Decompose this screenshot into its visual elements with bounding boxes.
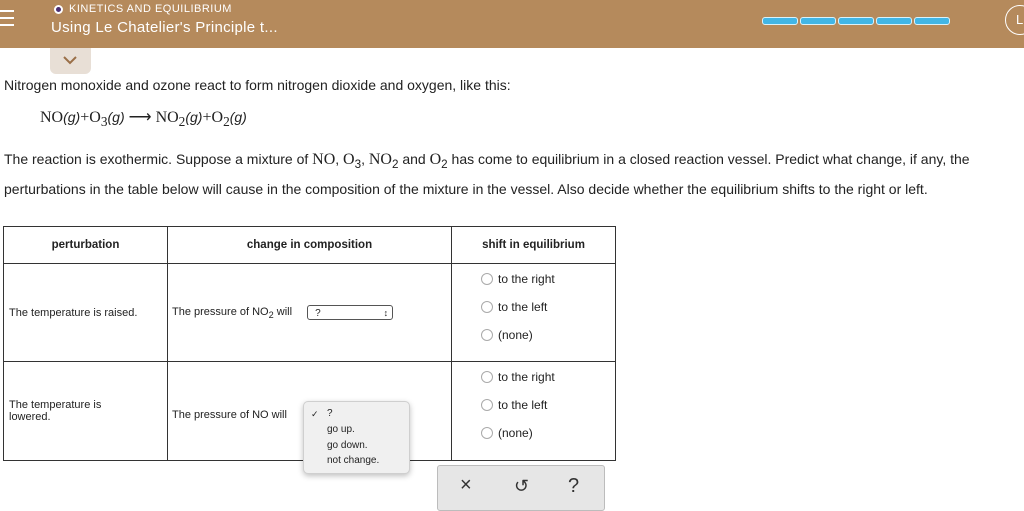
dropdown-option[interactable]: ? <box>327 408 333 419</box>
subscript: 2 <box>223 114 230 130</box>
change-text <box>172 306 293 321</box>
select-arrows-icon: ↕ <box>383 307 389 318</box>
radio-icon[interactable] <box>481 399 493 411</box>
shift-cell <box>452 362 616 461</box>
progress-segment <box>800 17 836 25</box>
subscript: 2 <box>441 157 448 171</box>
topic-row <box>54 3 232 15</box>
progress-segment <box>914 17 950 25</box>
radio-icon[interactable] <box>481 301 493 313</box>
radio-icon[interactable] <box>481 273 493 285</box>
menu-icon[interactable] <box>0 10 16 30</box>
species: NO <box>312 151 336 168</box>
subscript: 2 <box>268 310 274 321</box>
perturbation-text: The temperature is lowered. <box>9 399 102 423</box>
table-row <box>4 264 616 362</box>
radio-option-none[interactable] <box>481 328 533 342</box>
subscript: 3 <box>100 114 108 130</box>
text: , <box>335 151 344 167</box>
topic-dot-icon <box>54 5 63 14</box>
text: will <box>273 306 293 319</box>
state: (g) <box>107 109 125 125</box>
arrow: ⟶ <box>128 109 152 126</box>
dropdown-option[interactable]: not change. <box>327 455 380 466</box>
reactant-no: NO <box>40 109 64 126</box>
radio-icon[interactable] <box>481 427 493 439</box>
undo-button[interactable]: ↺ <box>514 476 530 496</box>
topic-label: KINETICS AND EQUILIBRIUM <box>69 3 232 15</box>
header-change: change in composition <box>168 227 452 264</box>
clear-button[interactable]: × <box>460 474 472 496</box>
radio-icon[interactable] <box>481 329 493 341</box>
answer-toolbar <box>437 465 605 511</box>
change-text: The pressure of NO will <box>172 409 287 421</box>
state: (g) <box>185 109 203 125</box>
option-label: to the right <box>498 370 555 384</box>
radio-option-right[interactable] <box>481 370 555 384</box>
progress-segment <box>876 17 912 25</box>
text: and <box>398 151 430 167</box>
progress-segment <box>762 17 798 25</box>
subscript: 3 <box>354 157 362 171</box>
species: NO <box>368 151 392 168</box>
header-shift: shift in equilibrium <box>452 227 616 264</box>
problem-paragraph <box>4 147 1024 201</box>
plus: + <box>80 109 90 126</box>
text: , <box>361 151 369 167</box>
checkmark-icon: ✓ <box>311 409 319 419</box>
subscript: 2 <box>391 157 399 171</box>
option-label: (none) <box>498 328 533 342</box>
account-button[interactable]: L <box>1005 5 1024 35</box>
help-button[interactable]: ? <box>568 475 580 497</box>
dropdown-option[interactable]: go up. <box>327 424 355 435</box>
subscript: 2 <box>178 114 186 130</box>
chevron-down-icon <box>63 56 77 65</box>
product-o2: O <box>211 109 224 126</box>
change-cell <box>168 264 452 362</box>
reaction-equation <box>40 107 247 130</box>
product-no2: NO <box>155 109 179 126</box>
radio-option-left[interactable] <box>481 398 547 412</box>
radio-option-right[interactable] <box>481 272 555 286</box>
radio-option-none[interactable] <box>481 426 533 440</box>
perturbation-cell: The temperature is raised. <box>4 264 168 362</box>
top-bar <box>0 0 1024 48</box>
paragraph-line-1 <box>4 147 1024 177</box>
option-label: to the right <box>498 272 555 286</box>
paragraph-line-2: perturbations in the table below will cause in the composition of the mixture in the vessel. Also decide whether the equilibrium shifts to the right or left. <box>4 180 928 197</box>
progress-bar <box>762 17 952 25</box>
select-value: ? <box>315 307 321 319</box>
option-label: to the left <box>498 300 548 314</box>
composition-select[interactable] <box>307 305 393 320</box>
collapse-toggle[interactable] <box>50 48 91 74</box>
reactant-o3: O <box>89 109 101 126</box>
species: O <box>429 151 442 168</box>
intro-text: Nitrogen monoxide and ozone react to form nitrogen dioxide and oxygen, like this: <box>4 77 511 93</box>
perturbation-cell <box>4 362 168 461</box>
plus: + <box>202 109 212 126</box>
text: The reaction is exothermic. Suppose a mixture of <box>4 151 313 167</box>
shift-cell <box>452 264 616 362</box>
composition-dropdown-menu <box>303 401 410 474</box>
state: (g) <box>63 109 81 125</box>
header-perturbation: perturbation <box>4 227 168 264</box>
text: The pressure of NO <box>172 306 269 319</box>
text: has come to equilibrium in a closed reaction vessel. Predict what change, if any, the <box>447 151 970 167</box>
dropdown-option[interactable]: go down. <box>327 440 368 451</box>
radio-icon[interactable] <box>481 371 493 383</box>
option-label: (none) <box>498 426 533 440</box>
option-label: to the left <box>498 398 548 412</box>
species: O <box>343 151 355 168</box>
radio-option-left[interactable] <box>481 300 547 314</box>
state: (g) <box>229 109 247 125</box>
progress-segment <box>838 17 874 25</box>
assignment-title: Using Le Chatelier's Principle t... <box>51 19 278 36</box>
